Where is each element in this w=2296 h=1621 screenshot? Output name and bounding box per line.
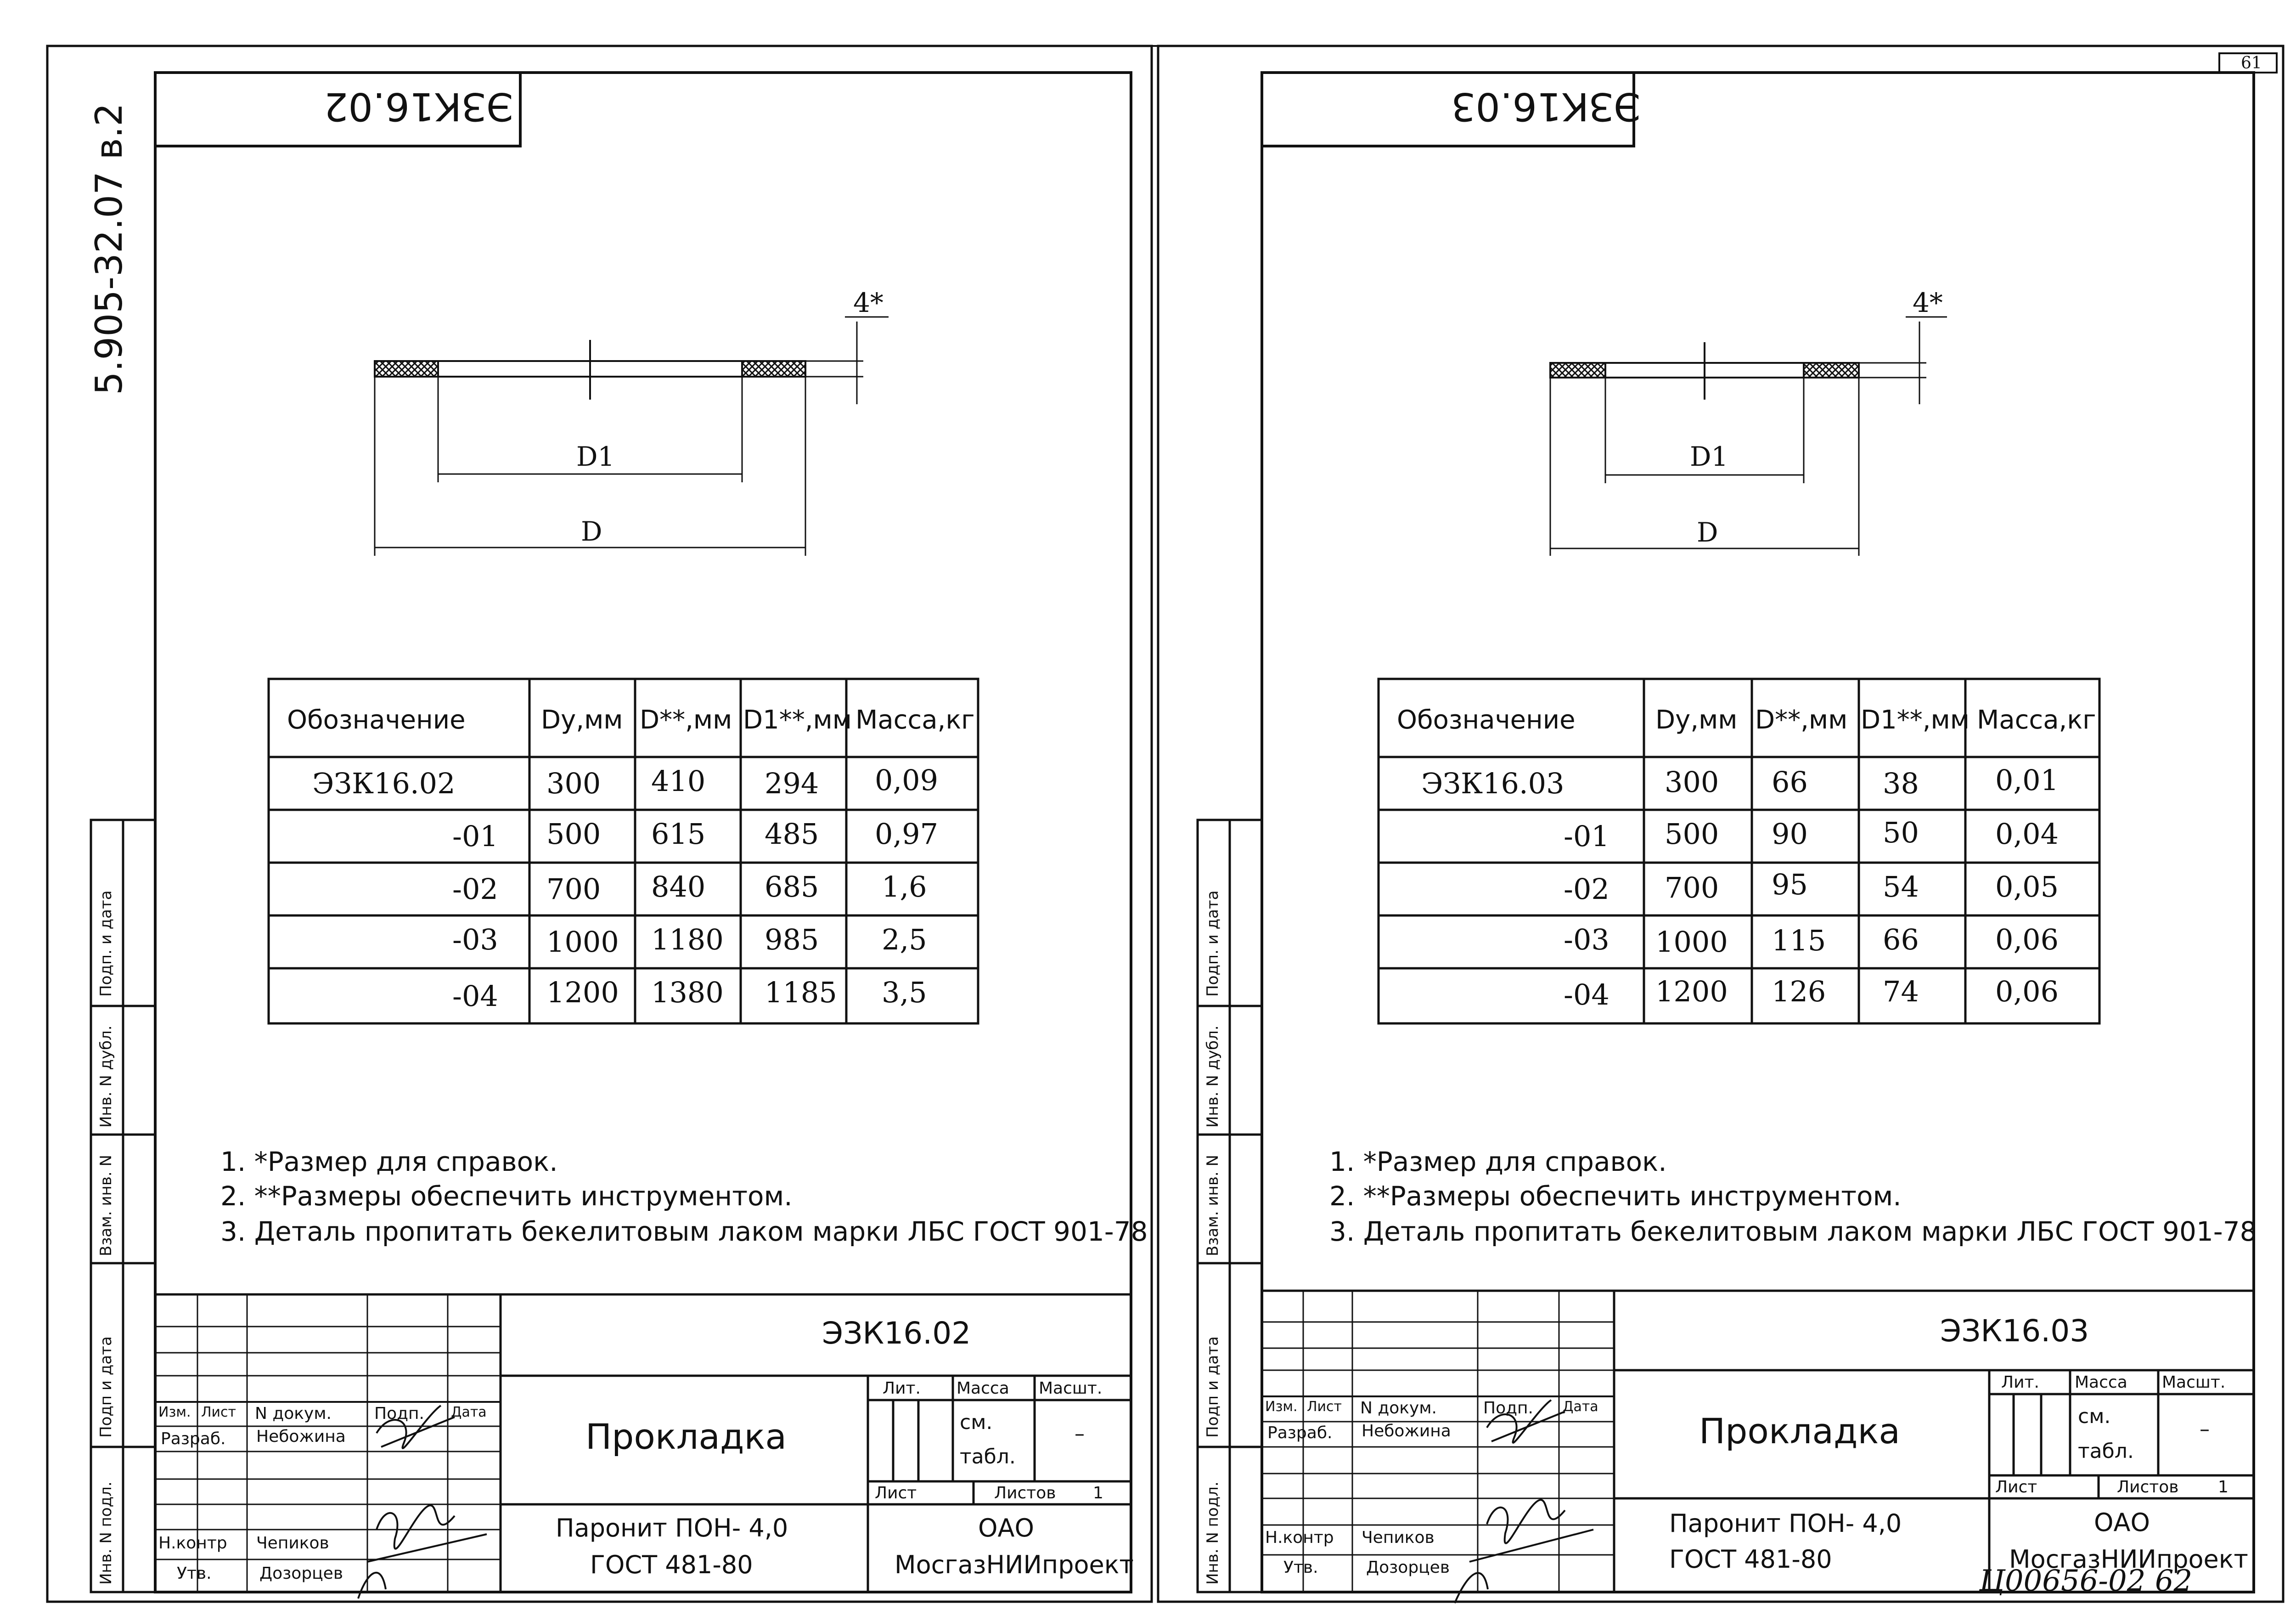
- table-cell: 700: [546, 872, 601, 906]
- title-block-org-1: ОАО: [2094, 1508, 2150, 1537]
- title-block-massa: Масса: [2075, 1373, 2127, 1392]
- left-inner-border: [155, 73, 1131, 1592]
- note-3: 3. Деталь пропитать бекелитовым лаком марки ЛБС ГОСТ 901-78: [1329, 1216, 2257, 1247]
- title-block-mass-value-1: см.: [960, 1411, 993, 1434]
- table-cell: 3,5: [882, 976, 927, 1009]
- table-cell: 840: [651, 870, 706, 904]
- left-d1-label: D1: [576, 441, 615, 472]
- title-block-name: Прокладка: [1699, 1411, 1900, 1452]
- title-block-org-2: МосгазНИИпроект: [2009, 1545, 2248, 1574]
- title-block-scale-value: –: [2200, 1418, 2210, 1441]
- title-block-masht: Масшт.: [2162, 1373, 2226, 1392]
- table-cell: 74: [1883, 975, 1919, 1008]
- table-cell: 0,04: [1995, 817, 2059, 851]
- table-cell: 685: [765, 870, 819, 904]
- side-label-inv-dubl: Инв. N дубл.: [1204, 1025, 1222, 1128]
- title-block-material-1: Паронит ПОН- 4,0: [556, 1514, 788, 1542]
- table-cell: 0,05: [1995, 870, 2059, 904]
- title-block-mass-value-1: см.: [2078, 1405, 2111, 1428]
- title-block-list: Лист: [1995, 1478, 2037, 1497]
- table-cell: 1185: [765, 976, 837, 1009]
- stamp-podp: Подп.: [1483, 1399, 1533, 1418]
- table-cell: 1000: [1655, 925, 1728, 959]
- table-cell: 1000: [546, 925, 619, 959]
- side-label-podp-data: Подп. и дата: [1204, 890, 1222, 997]
- table-cell: 0,09: [875, 763, 939, 797]
- table-cell: 95: [1772, 868, 1808, 901]
- table-cell: 126: [1772, 975, 1826, 1008]
- title-block-mass-value-2: табл.: [2078, 1440, 2134, 1463]
- title-block-listov-value: 1: [2218, 1478, 2228, 1497]
- note-1: 1. *Размер для справок.: [220, 1146, 558, 1177]
- stamp-list: Лист: [201, 1404, 236, 1420]
- title-block-massa: Масса: [957, 1379, 1009, 1398]
- table-cell: 50: [1883, 816, 1919, 849]
- left-thickness-label: 4*: [853, 287, 884, 318]
- stamp-nkontr-name: Чепиков: [256, 1534, 329, 1553]
- table-cell: 615: [651, 817, 706, 851]
- table-cell: 700: [1665, 871, 1719, 904]
- stamp-razrab: Разраб.: [1267, 1423, 1333, 1442]
- table-cell: -02: [1564, 872, 1609, 906]
- side-label-inv-podl: Инв. N подл.: [97, 1481, 115, 1585]
- note-2: 2. **Размеры обеспечить инструментом.: [220, 1180, 793, 1212]
- side-label-inv-podl: Инв. N подл.: [1204, 1481, 1222, 1585]
- table-cell: -04: [452, 979, 498, 1013]
- col-header-d: D**,мм: [1755, 705, 1848, 735]
- left-gasket-drawing: [375, 317, 889, 556]
- title-block-org-2: МосгазНИИпроект: [895, 1550, 1134, 1579]
- stamp-izm: Изм.: [1265, 1399, 1298, 1415]
- archive-number: Ц00656-02 62: [1979, 1564, 2193, 1598]
- table-cell: 300: [1665, 765, 1719, 799]
- stamp-razrab-name: Небожина: [256, 1427, 346, 1446]
- table-cell: 2,5: [882, 923, 927, 956]
- document-code-vertical: 5.905-32.07 в.2: [88, 103, 130, 395]
- table-cell: 1,6: [882, 870, 927, 904]
- col-header-designation: Обозначение: [287, 705, 466, 735]
- table-cell: 294: [765, 767, 819, 800]
- table-cell: 90: [1772, 817, 1808, 851]
- stamp-utv: Утв.: [177, 1564, 212, 1583]
- right-d-label: D: [1697, 517, 1718, 548]
- col-header-d1: D1**,мм: [743, 705, 852, 735]
- right-d1-label: D1: [1690, 441, 1728, 472]
- table-cell: 1200: [1655, 975, 1728, 1008]
- side-label-inv-dubl: Инв. N дубл.: [97, 1025, 115, 1128]
- stamp-izm: Изм.: [158, 1404, 191, 1420]
- table-cell: 66: [1772, 765, 1808, 799]
- side-label-podp-data: Подп. и дата: [97, 890, 115, 997]
- right-thickness-label: 4*: [1913, 287, 1943, 318]
- stamp-data: Дата: [451, 1404, 487, 1420]
- stamp-n-dokum: N докум.: [255, 1404, 332, 1423]
- title-block-listov-value: 1: [1093, 1484, 1103, 1502]
- stamp-utv: Утв.: [1283, 1558, 1318, 1577]
- table-cell: 410: [651, 764, 706, 798]
- col-header-d1: D1**,мм: [1861, 705, 1970, 735]
- table-cell: -03: [1564, 923, 1609, 956]
- left-header-code: ЭЗК16.02: [324, 84, 513, 129]
- col-header-d: D**,мм: [640, 705, 732, 735]
- table-cell: 115: [1772, 924, 1826, 957]
- table-cell: -01: [1564, 819, 1609, 853]
- right-gasket-drawing: [1550, 317, 1947, 556]
- table-cell: 38: [1883, 767, 1919, 800]
- stamp-n-dokum: N докум.: [1360, 1399, 1437, 1418]
- table-cell: 300: [546, 767, 601, 800]
- stamp-utv-name: Дозорцев: [259, 1564, 343, 1583]
- stamp-razrab: Разраб.: [161, 1429, 226, 1448]
- right-sheet-frame: [1158, 46, 2283, 1602]
- stamp-data: Дата: [1563, 1399, 1598, 1415]
- title-block-code: ЭЗК16.03: [1940, 1313, 2089, 1349]
- table-cell: -01: [452, 819, 498, 853]
- table-cell: 0,97: [875, 817, 939, 851]
- table-cell: 500: [546, 817, 601, 851]
- stamp-list: Лист: [1307, 1399, 1342, 1415]
- title-block-code: ЭЗК16.02: [822, 1316, 971, 1351]
- table-cell: 0,06: [1995, 975, 2059, 1008]
- stamp-utv-name: Дозорцев: [1366, 1558, 1450, 1577]
- side-label-vzam-inv: Взам. инв. N: [97, 1155, 115, 1256]
- table-cell: 66: [1883, 923, 1919, 956]
- title-block-lit: Лит.: [2001, 1373, 2039, 1392]
- note-1: 1. *Размер для справок.: [1329, 1146, 1667, 1177]
- page-number: 61: [2241, 54, 2262, 73]
- title-block-list: Лист: [875, 1484, 917, 1502]
- table-cell: ЭЗК16.03: [1421, 767, 1564, 800]
- table-cell: 1380: [651, 976, 724, 1009]
- table-cell: -04: [1564, 978, 1609, 1011]
- col-header-dy: Dy,мм: [541, 705, 623, 735]
- title-block-material-2: ГОСТ 481-80: [590, 1550, 753, 1579]
- title-block-scale-value: –: [1075, 1422, 1085, 1446]
- col-header-mass: Масса,кг: [1977, 705, 2096, 735]
- right-inner-border: [1262, 73, 2254, 1592]
- table-cell: 1180: [651, 923, 724, 956]
- title-block-listov: Листов: [2117, 1478, 2179, 1497]
- title-block-material-1: Паронит ПОН- 4,0: [1669, 1509, 1902, 1538]
- table-cell: -02: [452, 872, 498, 906]
- table-cell: 485: [765, 817, 819, 851]
- stamp-razrab-name: Небожина: [1362, 1422, 1451, 1440]
- col-header-designation: Обозначение: [1397, 705, 1576, 735]
- table-cell: 985: [765, 923, 819, 956]
- title-block-lit: Лит.: [883, 1379, 921, 1398]
- side-label-podp-data-2: Подп и дата: [1204, 1336, 1222, 1438]
- title-block-org-1: ОАО: [978, 1514, 1034, 1542]
- stamp-nkontr-name: Чепиков: [1362, 1528, 1435, 1547]
- title-block-name: Прокладка: [585, 1416, 787, 1457]
- table-cell: ЭЗК16.02: [312, 767, 456, 800]
- stamp-nkontr: Н.контр: [1265, 1528, 1334, 1547]
- title-block-listov: Листов: [994, 1484, 1056, 1502]
- table-cell: -03: [452, 923, 498, 956]
- note-3: 3. Деталь пропитать бекелитовым лаком марки ЛБС ГОСТ 901-78: [220, 1216, 1148, 1247]
- stamp-nkontr: Н.контр: [158, 1534, 227, 1553]
- right-header-code: ЭЗК16.03: [1451, 84, 1641, 129]
- table-cell: 0,06: [1995, 923, 2059, 956]
- table-cell: 500: [1665, 817, 1719, 851]
- stamp-podp: Подп.: [374, 1404, 424, 1423]
- note-2: 2. **Размеры обеспечить инструментом.: [1329, 1180, 1902, 1212]
- col-header-dy: Dy,мм: [1655, 705, 1738, 735]
- left-d-label: D: [581, 516, 602, 547]
- side-label-vzam-inv: Взам. инв. N: [1204, 1155, 1222, 1256]
- title-block-mass-value-2: табл.: [960, 1445, 1016, 1469]
- table-cell: 1200: [546, 976, 619, 1009]
- title-block-masht: Масшт.: [1039, 1379, 1103, 1398]
- col-header-mass: Масса,кг: [855, 705, 975, 735]
- side-label-podp-data-2: Подп и дата: [97, 1336, 115, 1438]
- table-cell: 54: [1883, 870, 1919, 904]
- title-block-material-2: ГОСТ 481-80: [1669, 1545, 1832, 1574]
- table-cell: 0,01: [1995, 763, 2059, 797]
